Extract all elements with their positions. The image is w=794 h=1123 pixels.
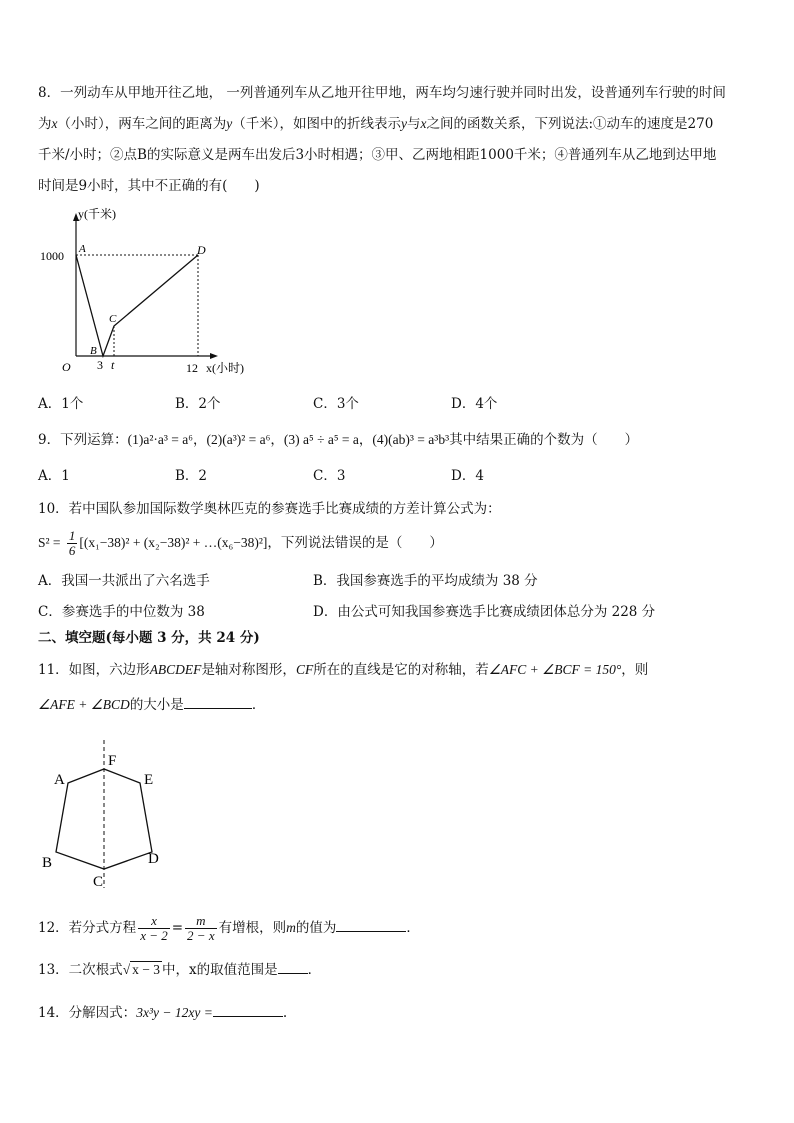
q9-option-d[interactable]: D．4 xyxy=(451,468,484,484)
q11-answer-blank[interactable] xyxy=(184,696,252,709)
q12-fraction-right: $\frac{m}{2 - x}$ xyxy=(187,913,215,943)
q10-option-d[interactable]: D．由公式可知我国参赛选手比赛成绩团体总分为 228 分 xyxy=(313,604,656,620)
q9-item-1: (1)a²·a³ = a⁶， xyxy=(127,432,207,447)
q8-line4: 时间是9小时，其中不正确的有( ) xyxy=(38,178,260,194)
x-tick-12: 12 xyxy=(186,361,198,375)
point-c-label: C xyxy=(109,313,117,325)
q8-option-d[interactable]: D．4个 xyxy=(451,396,498,412)
q9-stem: 9．下列运算：(1)a²·a³ = a⁶，(2)(a³)² = a⁶，(3) a⁵ ÷ a⁵ = a，(4)(ab)³ = a³b³其中结果正确的个数为（ ） xyxy=(38,432,639,448)
variance-symbol: S² = xyxy=(38,535,61,550)
sqrt-sign: √ xyxy=(122,962,131,977)
q8-line3: 千米/小时；②点B的实际意义是两车出发后3小时相遇；③甲、乙两地相距1000千米；④普通列车从乙地到达甲地 xyxy=(38,147,717,163)
q10-line1: 10．若中国队参加国际数学奥林匹克的参赛选手比赛成绩的方差计算公式为： xyxy=(38,501,501,517)
variance-formula: [(x₁−38)² + (x₂−38)² + …(x₆−38)²] xyxy=(79,535,268,550)
var-x: x xyxy=(51,116,58,131)
y-axis-label: y(千米) xyxy=(78,207,116,221)
q8-option-c[interactable]: C．3个 xyxy=(313,396,359,412)
q8-option-b[interactable]: B．2个 xyxy=(175,396,221,412)
y-tick-1000: 1000 xyxy=(40,249,64,263)
q13-stem: 13．二次根式√ x − 3 中，x的取值范围是 ． xyxy=(38,962,322,978)
q8-line2: 为x（小时），两车之间的距离为y（千米），如图中的折线表示y与x之间的函数关系，下列说法:①动车的速度是270 xyxy=(38,116,714,132)
point-d-label: D xyxy=(197,243,206,257)
section-heading: 二、填空题(每小题 3 分，共 24 分) xyxy=(38,630,260,646)
var-y: y xyxy=(226,116,233,131)
hex-label-c: C xyxy=(93,874,104,890)
hex-label-a: A xyxy=(54,772,65,788)
q9-item-3: (3) a⁵ ÷ a⁵ = a， xyxy=(283,432,373,447)
q9-item-4: (4)(ab)³ = a³b³ xyxy=(372,432,450,447)
q12-fraction-left: $\frac{x}{x - 2}$ xyxy=(140,913,168,943)
x-tick-3: 3 xyxy=(97,358,103,372)
q14-stem: 14．分解因式：3x³y − 12xy = . xyxy=(38,1005,288,1021)
q9-option-b[interactable]: B．2 xyxy=(175,468,208,484)
q12-stem: 12．若分式方程 $\frac{x}{x - 2}$ = $\frac{m}{2 - x}$ 有增根，则m的值为 ． xyxy=(38,913,420,943)
angle-condition: ∠AFC + ∠BCF = 150° xyxy=(488,662,622,677)
hexagon-figure xyxy=(36,736,176,892)
q8-line1: 8．一列动车从甲地开往乙地， 一列普通列车从乙地开往甲地，两车均匀速行驶并同时出发，设普通列车行驶的时间 xyxy=(38,85,726,101)
point-a-label: A xyxy=(79,243,86,255)
q10-formula-line: S² = $\frac{1}{6}$ [(x₁−38)² + (x₂−38)² + …(x₆−38)²]，下列说法错误的是（ ） xyxy=(38,528,443,558)
q14-answer-blank[interactable] xyxy=(213,1004,283,1017)
q10-option-a[interactable]: A．我国一共派出了六名选手 xyxy=(38,573,210,589)
q9-option-a[interactable]: A．1 xyxy=(38,468,70,484)
q11-line1: 11．如图，六边形ABCDEF是轴对称图形，CF所在的直线是它的对称轴，若∠AFC + ∠BCF = 150°，则 xyxy=(38,662,649,678)
x-axis-label: x(小时) xyxy=(206,361,244,375)
hex-label-d: D xyxy=(148,851,159,867)
hex-label-b: B xyxy=(42,855,53,871)
q14-expression: 3x³y − 12xy = xyxy=(136,1005,213,1020)
q8-option-a[interactable]: A．1个 xyxy=(38,396,84,412)
q9-option-c[interactable]: C．3 xyxy=(313,468,346,484)
x-axis-arrow xyxy=(210,353,218,359)
q8-graph xyxy=(36,204,266,382)
hex-label-e: E xyxy=(144,772,154,788)
function-polyline xyxy=(76,255,198,356)
radicand: x − 3 xyxy=(132,962,160,977)
q11-line2: ∠AFE + ∠BCD的大小是 ． xyxy=(38,697,266,713)
hex-label-f: F xyxy=(108,753,117,769)
x-tick-t: t xyxy=(111,358,115,372)
q12-answer-blank[interactable] xyxy=(336,919,406,932)
hexagon-name: ABCDEF xyxy=(149,662,202,677)
point-b-label: B xyxy=(90,345,97,357)
one-sixth-fraction: $\frac{1}{6}$ xyxy=(68,528,76,558)
origin-label: O xyxy=(62,360,71,374)
q10-option-b[interactable]: B．我国参赛选手的平均成绩为 38 分 xyxy=(313,573,538,589)
q9-item-2: (2)(a³)² = a⁶， xyxy=(206,432,284,447)
q13-answer-blank[interactable] xyxy=(278,961,308,974)
q10-option-c[interactable]: C．参赛选手的中位数为 38 xyxy=(38,604,205,620)
